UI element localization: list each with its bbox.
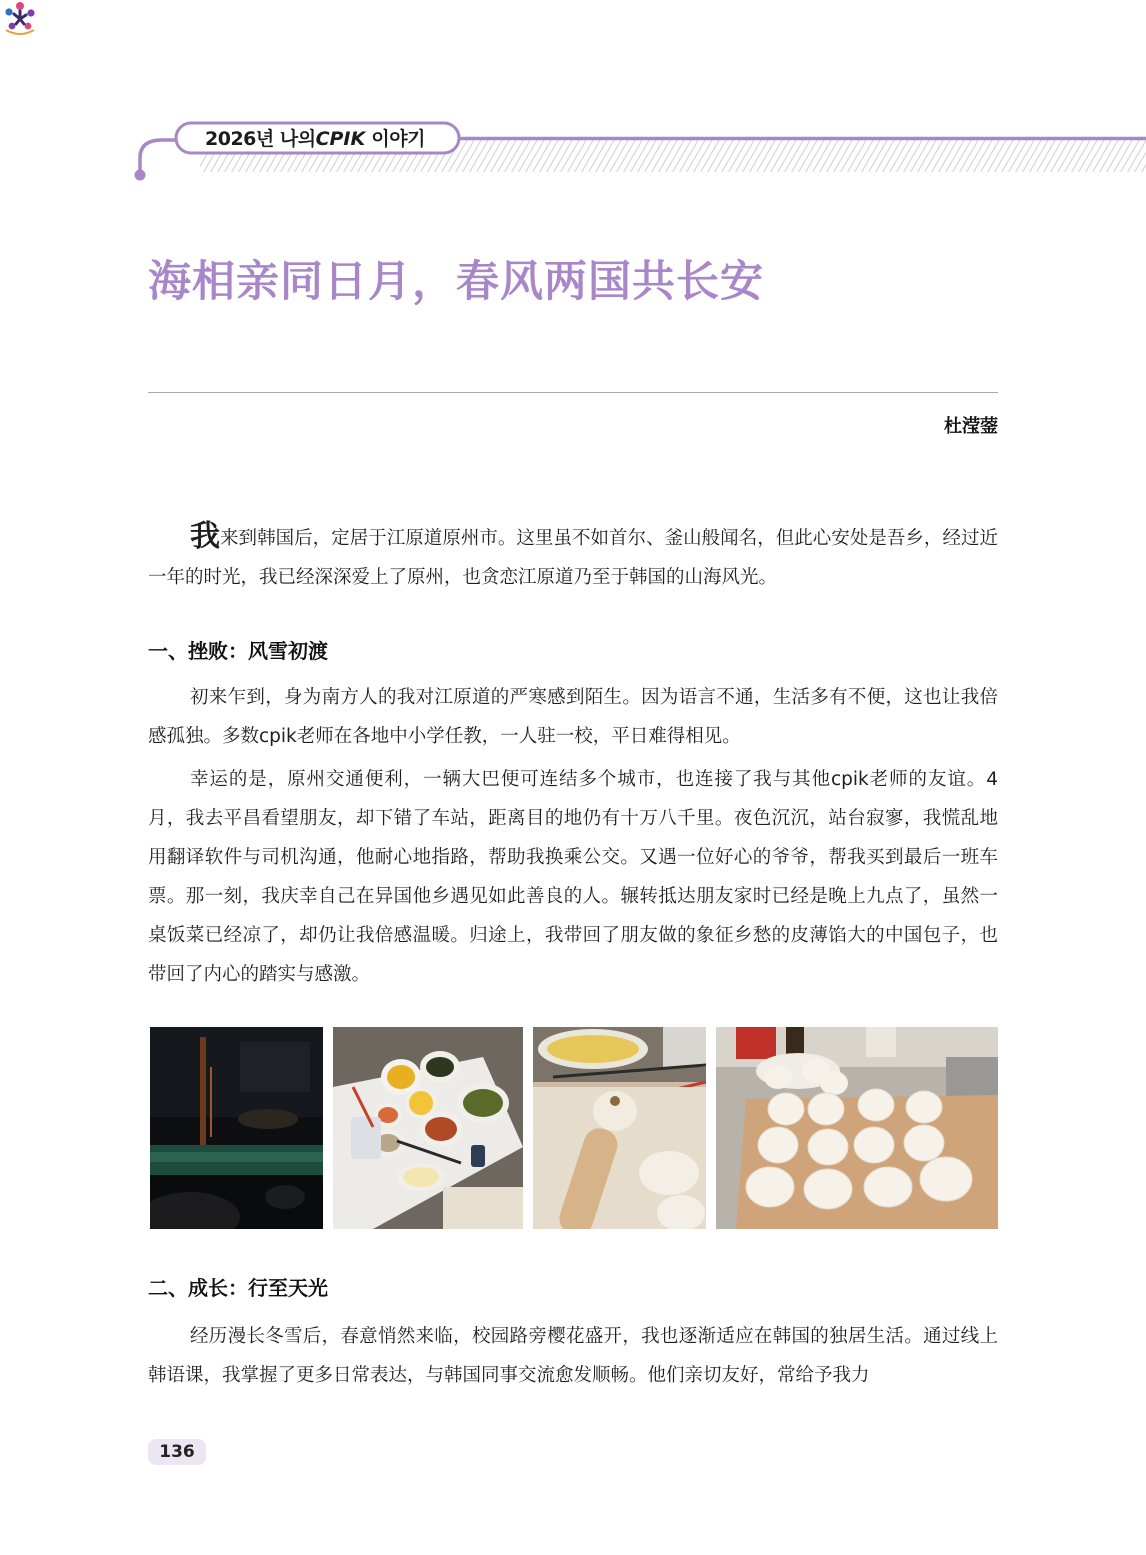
dinner-table-photo	[333, 1027, 523, 1229]
section-heading-1: 一、挫败：风雪初渡	[148, 639, 328, 663]
intro-dropcap: 我	[190, 519, 221, 554]
header-label-prefix: 2026년 나의	[205, 128, 316, 150]
cpik-people-logo-icon	[0, 0, 40, 36]
section-2-paragraph-1: 经历漫长冬雪后，春意悄然来临，校园路旁樱花盛开，我也逐渐适应在韩国的独居生活。通过线上韩语课，我掌握了更多日常表达，与韩国同事交流愈发顺畅。他们亲切友好，常给予我力	[148, 1326, 998, 1386]
intro-paragraph	[148, 517, 998, 597]
title-divider	[148, 392, 998, 393]
header-label-suffix: 이야기	[371, 128, 425, 150]
article-author: 杜滢蓥	[944, 416, 998, 437]
article-title: 海相亲同日月，春风两国共长安	[148, 257, 764, 307]
page-number: 136	[148, 1439, 206, 1465]
intro-text: 来到韩国后，定居于江原道原州市。这里虽不如首尔、釜山般闻名，但此心安处是吾乡，经过近一年的时光，我已经深深爱上了原州，也贪恋江原道乃至于韩国的山海风光。	[148, 528, 998, 588]
dough-rolling-photo	[533, 1027, 706, 1229]
header-decoration	[0, 0, 1146, 200]
page-header	[0, 0, 1146, 200]
section-1-paragraph-1: 初来乍到，身为南方人的我对江原道的严寒感到陌生。因为语言不通，生活多有不便，这也让我倍感孤独。多数cpik老师在各地中小学任教，一人驻一校，平日难得相见。	[148, 687, 998, 747]
photo-strip	[148, 1027, 998, 1229]
header-label-brand: CPIK	[315, 128, 366, 150]
steamed-buns-tray-photo	[716, 1027, 998, 1229]
night-bus-interior-photo	[150, 1027, 323, 1229]
section-heading-2: 二、成长：行至天光	[148, 1276, 328, 1300]
section-1-paragraph-2: 幸运的是，原州交通便利，一辆大巴便可连结多个城市，也连接了我与其他cpik老师的友谊。4月，我去平昌看望朋友，却下错了车站，距离目的地仍有十万八千里。夜色沉沉，站台寂寥，我慌乱地用翻译软件与司机沟通，他耐心地指路，帮助我换乘公交。又遇一位好心的爷爷，帮我买到最后一班车票。那一刻，我庆幸自己在异国他乡遇见如此善良的人。辗转抵达朋友家时已经是晚上九点了，虽然一桌饭菜已经凉了，却仍让我倍感温暖。归途上，我带回了朋友做的象征乡愁的皮薄馅大的中国包子，也带回了内心的踏实与感激。	[148, 769, 998, 985]
header-label	[205, 124, 425, 151]
